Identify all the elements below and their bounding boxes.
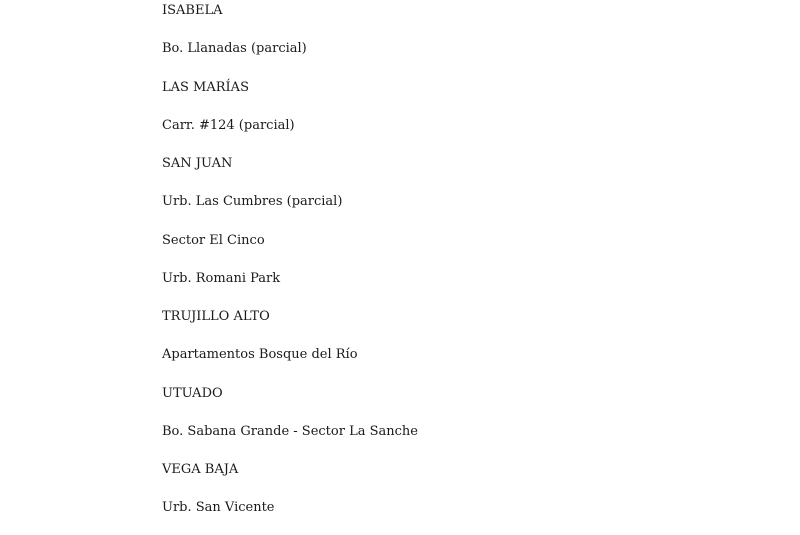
- municipality-heading: ISABELA: [162, 3, 223, 18]
- sector-item: Apartamentos Bosque del Río: [162, 347, 358, 363]
- municipality-heading: TRUJILLO ALTO: [162, 309, 270, 324]
- municipality-heading: VEGA BAJA: [162, 462, 239, 477]
- municipality-heading: UTUADO: [162, 385, 223, 401]
- sector-item: Sector El Cinco: [162, 232, 265, 248]
- sector-item: Bo. Llanadas (parcial): [162, 41, 307, 57]
- sector-item: Urb. San Vicente: [162, 500, 275, 516]
- sector-item: Urb. Romani Park: [162, 270, 281, 286]
- sector-item: Carr. #124 (parcial): [162, 117, 295, 133]
- municipality-heading: SAN JUAN: [162, 156, 233, 171]
- sector-item: Bo. Sabana Grande - Sector La Sanche: [162, 423, 418, 439]
- municipality-heading: LAS MARÍAS: [162, 79, 249, 95]
- sector-item: Urb. Las Cumbres (parcial): [162, 194, 343, 210]
